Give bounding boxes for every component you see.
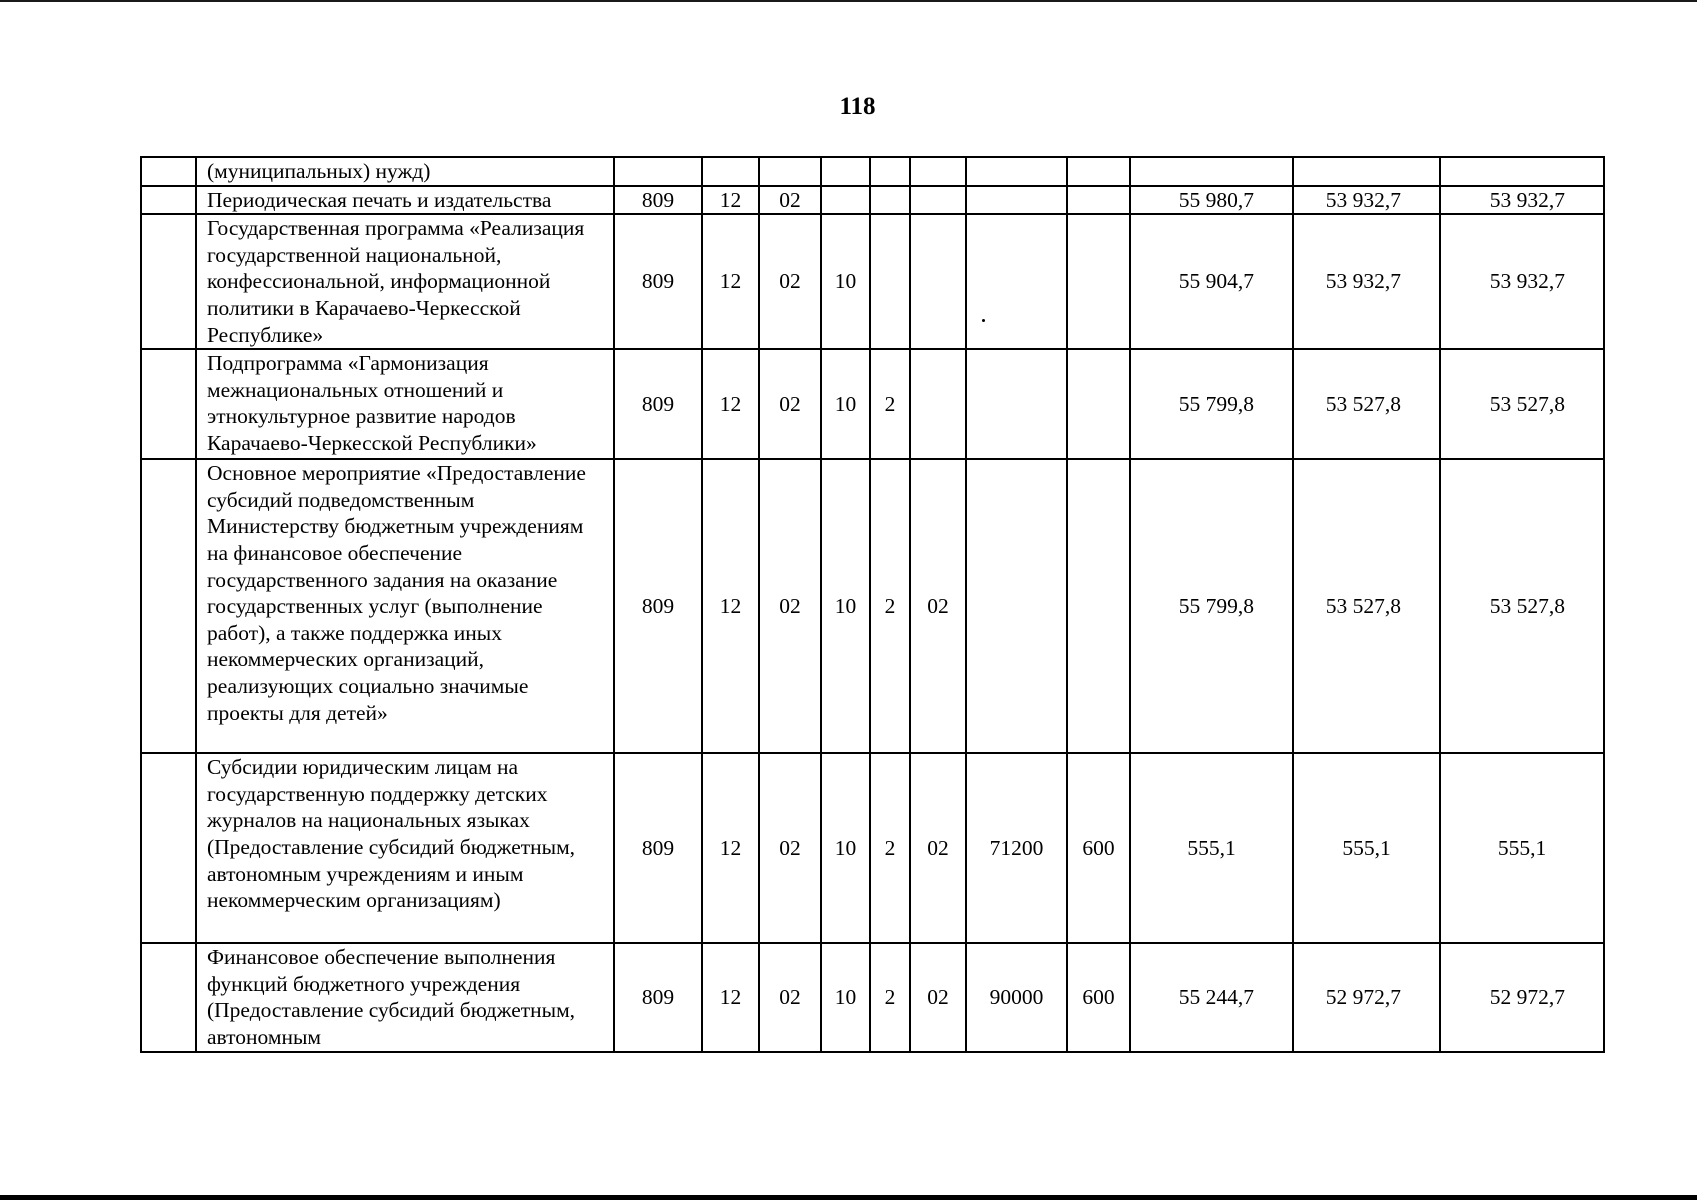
amount-1 bbox=[1130, 157, 1293, 186]
ministry-code: 809 bbox=[614, 186, 702, 215]
table-row bbox=[141, 214, 1604, 349]
amount-1: 55 980,7 bbox=[1130, 186, 1293, 215]
expense-type-code bbox=[1067, 349, 1130, 459]
table-row bbox=[141, 157, 1604, 186]
direction-code: 90000 bbox=[966, 943, 1067, 1051]
row-name: Периодическая печать и издательства bbox=[196, 186, 614, 215]
row-name: Субсидии юридическим лицам на государственную поддержку детских журналов на национальных языках (Предоставление субсидий бюджетным, автономным учреждениям и иным некоммерческим организациям) bbox=[196, 753, 614, 943]
program-code: 10 bbox=[821, 753, 870, 943]
row-name: Основное мероприятие «Предоставление субсидий подведомственным Министерству бюджетным учреждениям на финансовое обеспечение государственного задания на оказание государственных услуг (выполнение работ), а также поддержка иных некоммерческих организаций, реализующих социально значимые проекты для детей» bbox=[196, 459, 614, 753]
program-code: 10 bbox=[821, 459, 870, 753]
section-code: 12 bbox=[702, 753, 759, 943]
event-code: 02 bbox=[910, 459, 966, 753]
scan-edge-bottom bbox=[0, 1195, 1697, 1200]
row-name: Государственная программа «Реализация государственной национальной, конфессиональной, информационной политики в Карачаево-Черкесской Республике» bbox=[196, 214, 614, 349]
section-code: 12 bbox=[702, 186, 759, 215]
program-code bbox=[821, 186, 870, 215]
amount-1: 55 799,8 bbox=[1130, 349, 1293, 459]
row-marker-cell bbox=[141, 349, 196, 459]
row-marker-cell bbox=[141, 186, 196, 215]
section-code bbox=[702, 157, 759, 186]
program-code: 10 bbox=[821, 349, 870, 459]
subsection-code: 02 bbox=[759, 459, 821, 753]
subprogram-code bbox=[870, 157, 910, 186]
amount-3: 52 972,7 bbox=[1440, 943, 1604, 1051]
row-marker-cell bbox=[141, 943, 196, 1051]
row-marker-cell bbox=[141, 214, 196, 349]
ministry-code: 809 bbox=[614, 459, 702, 753]
ministry-code: 809 bbox=[614, 753, 702, 943]
subsection-code: 02 bbox=[759, 753, 821, 943]
amount-3: 53 932,7 bbox=[1440, 186, 1604, 215]
table-row bbox=[141, 943, 1604, 1051]
expense-type-code bbox=[1067, 186, 1130, 215]
row-marker-cell bbox=[141, 157, 196, 186]
event-code bbox=[910, 349, 966, 459]
amount-1: 55 799,8 bbox=[1130, 459, 1293, 753]
amount-3: 53 932,7 bbox=[1440, 214, 1604, 349]
table-row bbox=[141, 459, 1604, 753]
table-row bbox=[141, 349, 1604, 459]
budget-table bbox=[140, 156, 1605, 1053]
subprogram-code bbox=[870, 186, 910, 215]
subprogram-code bbox=[870, 214, 910, 349]
direction-code: 71200 bbox=[966, 753, 1067, 943]
row-marker-cell bbox=[141, 753, 196, 943]
direction-code bbox=[966, 186, 1067, 215]
event-code bbox=[910, 186, 966, 215]
row-name: Финансовое обеспечение выполнения функций бюджетного учреждения (Предоставление субсидий бюджетным, автономным bbox=[196, 943, 614, 1051]
amount-2: 52 972,7 bbox=[1293, 943, 1440, 1051]
amount-3: 53 527,8 bbox=[1440, 459, 1604, 753]
subsection-code: 02 bbox=[759, 186, 821, 215]
expense-type-code: 600 bbox=[1067, 753, 1130, 943]
amount-1: 55 904,7 bbox=[1130, 214, 1293, 349]
direction-code bbox=[966, 157, 1067, 186]
amount-1: 555,1 bbox=[1130, 753, 1293, 943]
amount-3: 555,1 bbox=[1440, 753, 1604, 943]
amount-2: 53 527,8 bbox=[1293, 459, 1440, 753]
ministry-code: 809 bbox=[614, 349, 702, 459]
expense-type-code bbox=[1067, 459, 1130, 753]
direction-code bbox=[966, 349, 1067, 459]
amount-3: 53 527,8 bbox=[1440, 349, 1604, 459]
amount-2: 53 932,7 bbox=[1293, 214, 1440, 349]
page-number: 118 bbox=[839, 93, 876, 120]
subsection-code: 02 bbox=[759, 214, 821, 349]
subprogram-code: 2 bbox=[870, 459, 910, 753]
scan-edge-top bbox=[0, 0, 1697, 2]
expense-type-code bbox=[1067, 157, 1130, 186]
amount-1: 55 244,7 bbox=[1130, 943, 1293, 1051]
direction-code bbox=[966, 459, 1067, 753]
row-name: Подпрограмма «Гармонизация межнациональных отношений и этнокультурное развитие народов Карачаево-Черкесской Республики» bbox=[196, 349, 614, 459]
subsection-code bbox=[759, 157, 821, 186]
subprogram-code: 2 bbox=[870, 349, 910, 459]
table-row bbox=[141, 186, 1604, 215]
direction-code bbox=[966, 214, 1067, 349]
ministry-code bbox=[614, 157, 702, 186]
row-name: (муниципальных) нужд) bbox=[196, 157, 614, 186]
event-code: 02 bbox=[910, 943, 966, 1051]
subprogram-code: 2 bbox=[870, 943, 910, 1051]
event-code bbox=[910, 157, 966, 186]
section-code: 12 bbox=[702, 459, 759, 753]
amount-2: 53 527,8 bbox=[1293, 349, 1440, 459]
amount-2 bbox=[1293, 157, 1440, 186]
amount-2: 555,1 bbox=[1293, 753, 1440, 943]
row-marker-cell bbox=[141, 459, 196, 753]
subsection-code: 02 bbox=[759, 943, 821, 1051]
expense-type-code: 600 bbox=[1067, 943, 1130, 1051]
program-code bbox=[821, 157, 870, 186]
table-row bbox=[141, 753, 1604, 943]
expense-type-code bbox=[1067, 214, 1130, 349]
event-code: 02 bbox=[910, 753, 966, 943]
program-code: 10 bbox=[821, 943, 870, 1051]
program-code: 10 bbox=[821, 214, 870, 349]
event-code bbox=[910, 214, 966, 349]
amount-2: 53 932,7 bbox=[1293, 186, 1440, 215]
ministry-code: 809 bbox=[614, 943, 702, 1051]
section-code: 12 bbox=[702, 214, 759, 349]
subsection-code: 02 bbox=[759, 349, 821, 459]
section-code: 12 bbox=[702, 349, 759, 459]
section-code: 12 bbox=[702, 943, 759, 1051]
amount-3 bbox=[1440, 157, 1604, 186]
ministry-code: 809 bbox=[614, 214, 702, 349]
scan-speck bbox=[982, 319, 985, 322]
subprogram-code: 2 bbox=[870, 753, 910, 943]
